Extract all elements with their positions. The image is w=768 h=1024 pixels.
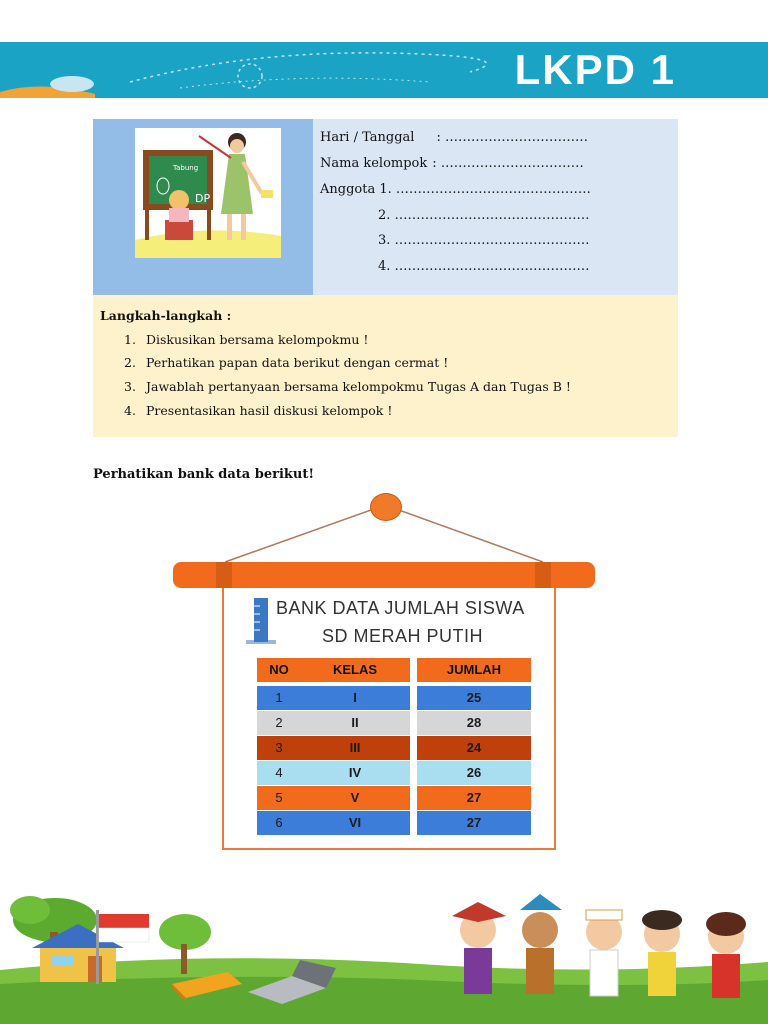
hanging-rod [173,562,595,588]
cell-jumlah: 25 [417,686,531,710]
cell-jumlah: 26 [417,761,531,785]
rod-band [216,562,232,588]
member-line: 3. ……………………………………… [378,233,590,248]
cell-kelas: V [300,786,410,810]
cell-jumlah: 28 [417,711,531,735]
rod-band [535,562,551,588]
cell-no: 6 [257,811,301,835]
data-board [222,586,556,850]
cell-no: 2 [257,711,301,735]
member-line: 2. ……………………………………… [378,208,590,223]
group-value: : …………………………… [432,156,584,171]
ruler-icon [244,596,278,646]
cell-kelas: I [300,686,410,710]
member-line: 4. ……………………………………… [378,259,590,274]
step-item: 4. Presentasikan hasil diskusi kelompok ! [124,403,393,418]
date-label: Hari / Tanggal [320,130,415,145]
header-no: NO [257,658,301,682]
step-item: 2. Perhatikan papan data berikut dengan cermat ! [124,355,449,370]
chalkboard-label: DP [195,192,211,205]
step-item: 1. Diskusikan bersama kelompokmu ! [124,332,369,347]
page-title: LKPD 1 [514,46,676,93]
step-item: 3. Jawablah pertanyaan bersama kelompokmu Tugas A dan Tugas B ! [124,379,571,394]
cell-no: 4 [257,761,301,785]
cell-jumlah: 24 [417,736,531,760]
cell-kelas: IV [300,761,410,785]
cell-no: 5 [257,786,301,810]
cell-kelas: III [300,736,410,760]
board-title-line2: SD MERAH PUTIH [322,626,484,646]
header-jumlah: JUMLAH [417,658,531,682]
cell-jumlah: 27 [417,811,531,835]
members-label: Anggota [320,182,376,197]
cell-no: 3 [257,736,301,760]
cell-jumlah: 27 [417,786,531,810]
school-scene-illustration [0,880,768,1024]
board-title-line1: BANK DATA JUMLAH SISWA [276,598,525,618]
steps-title: Langkah-langkah : [100,308,232,323]
chalkboard-text: Tabung [173,164,199,172]
member-line: 1. ……………………………………… [379,182,591,197]
header-kelas: KELAS [300,658,410,682]
date-value: : …………………………… [436,130,588,145]
hanger-knob [370,493,402,521]
cell-no: 1 [257,686,301,710]
cell-kelas: VI [300,811,410,835]
cell-kelas: II [300,711,410,735]
intro-text: Perhatikan bank data berikut! [93,467,315,482]
group-label: Nama kelompok [320,156,428,171]
